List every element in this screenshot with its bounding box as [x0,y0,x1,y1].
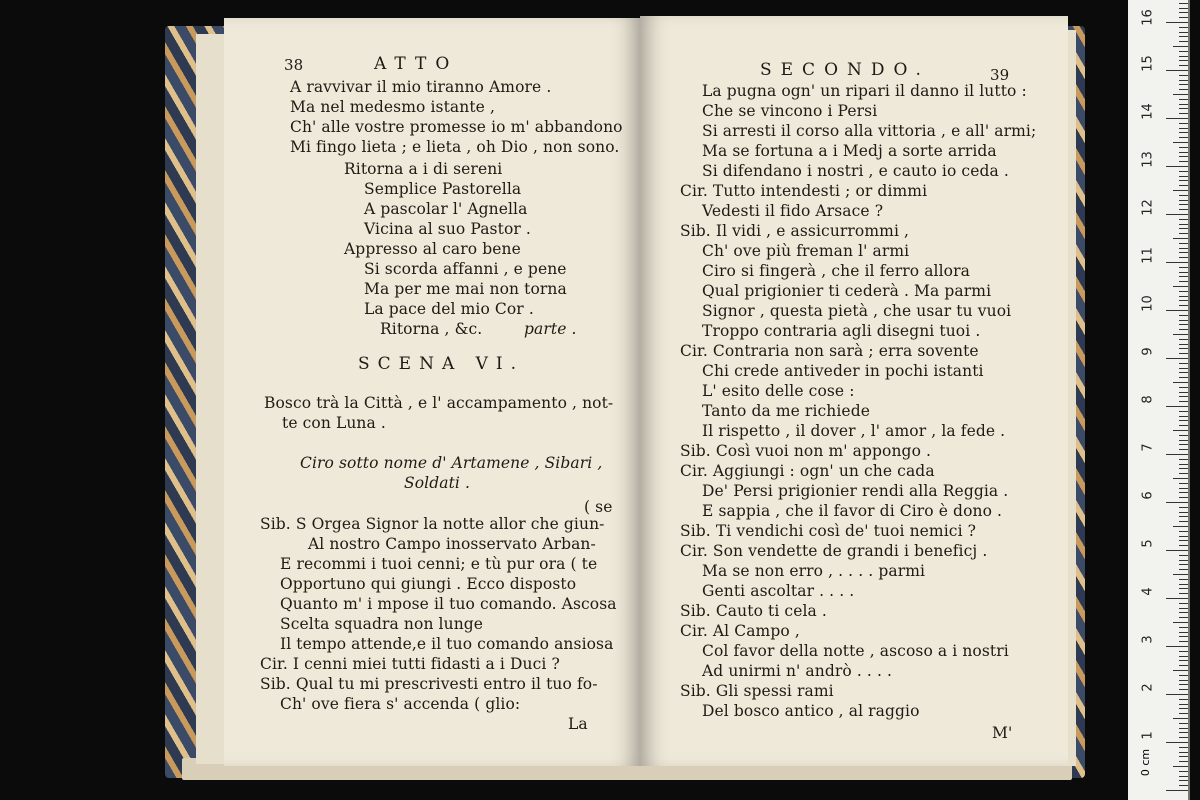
verse-line: Tanto da me richiede [702,402,870,420]
ruler-tick [1179,444,1188,445]
ruler-tick [1173,94,1188,95]
verse-line: Ritorna a i di sereni [344,160,503,178]
character-list: Soldati . [404,474,471,492]
ruler-tick [1179,425,1188,426]
ruler-tick [1179,257,1188,258]
ruler-tick [1179,152,1188,153]
ruler-tick [1179,27,1188,28]
ruler-number: 4 [1140,587,1156,596]
ruler-tick [1179,180,1188,181]
ruler-tick [1179,651,1188,652]
ruler-tick [1166,646,1188,647]
ruler-number: 1 [1140,731,1156,740]
verse-line: Ch' alle vostre promesse io m' abbandono [290,118,623,136]
dialogue-line: E recommi i tuoi cenni; e tù pur ora ( te [280,555,598,573]
ruler-tick [1179,545,1188,546]
ruler-tick [1179,89,1188,90]
ruler-tick [1166,406,1188,407]
ruler-tick [1179,147,1188,148]
character-list: Ciro sotto nome d' Artamene , Sibari , [300,454,603,472]
running-head: SECONDO. [760,60,930,80]
verse-line: Ma per me mai non torna [364,280,567,298]
ruler-unit: 0 cm [1139,748,1153,777]
ruler-tick [1179,41,1188,42]
ruler-tick [1179,411,1188,412]
ruler-number: 13 [1140,151,1156,168]
ruler-tick [1179,228,1188,229]
ruler-tick [1179,363,1188,364]
ruler-tick [1173,238,1188,239]
ruler-tick [1166,454,1188,455]
ruler-tick [1179,521,1188,522]
verse-line: Ma se fortuna a i Medj a sorte arrida [702,142,997,160]
ruler-tick [1179,248,1188,249]
ruler-tick [1173,670,1188,671]
dialogue-line: Il tempo attende,e il tuo comando ansiosa [280,635,614,653]
ruler-tick [1179,195,1188,196]
verse-line: Vicina al suo Pastor . [364,220,531,238]
ruler-tick [1166,310,1188,311]
ruler-tick [1179,656,1188,657]
ruler-tick [1179,756,1188,757]
ruler-tick [1179,185,1188,186]
ruler-tick [1166,70,1188,71]
ruler-tick [1179,560,1188,561]
ruler-tick [1179,56,1188,57]
ruler-tick [1179,300,1188,301]
ruler-tick [1173,430,1188,431]
ruler-tick [1179,401,1188,402]
stage-direction: Bosco trà la Città , e l' accampamento , not- [264,394,614,412]
measurement-ruler [1128,0,1190,800]
ruler-tick [1179,680,1188,681]
ruler-tick [1179,435,1188,436]
verse-line: Ma se non erro , . . . . parmi [702,562,926,580]
catchword: M' [992,724,1013,742]
left-page [224,18,640,766]
running-head: ATTO [374,54,459,74]
verse-line: Che se vincono i Persi [702,102,878,120]
ruler-tick [1179,488,1188,489]
ruler-tick [1179,51,1188,52]
ruler-tick [1173,382,1188,383]
ruler-tick [1166,262,1188,263]
verse-line: Ch' ove più freman l' armi [702,242,910,260]
ruler-tick [1179,704,1188,705]
ruler-tick [1179,440,1188,441]
ruler-tick [1179,104,1188,105]
ruler-tick [1179,84,1188,85]
ruler-tick [1179,516,1188,517]
ruler-tick [1179,732,1188,733]
ruler-tick [1179,372,1188,373]
verse-line: Cir. Al Campo , [680,622,800,640]
ruler-number: 7 [1140,443,1156,452]
verse-line: Chi crede antiveder in pochi istanti [702,362,984,380]
ruler-tick [1179,8,1188,9]
ruler-tick [1166,550,1188,551]
ruler-tick [1179,387,1188,388]
ruler-tick [1166,118,1188,119]
ruler-tick [1166,214,1188,215]
ruler-tick [1179,75,1188,76]
verse-line: Sib. Ti vendichi così de' tuoi nemici ? [680,522,977,540]
ruler-tick [1179,584,1188,585]
ruler-edge [1188,0,1190,800]
ruler-tick [1179,723,1188,724]
ruler-tick [1179,464,1188,465]
ruler-tick [1179,281,1188,282]
right-page [640,16,1068,766]
verse-line: Si arresti il corso alla vittoria , e all' armi; [702,122,1037,140]
ruler-tick [1179,3,1188,4]
ruler-tick [1166,742,1188,743]
ruler-tick [1179,483,1188,484]
verse-line: Qual prigionier ti cederà . Ma parmi [702,282,992,300]
ruler-tick [1179,684,1188,685]
ruler-tick [1179,305,1188,306]
verse-line: Signor , questa pietà , che usar tu vuoi [702,302,1012,320]
ruler-tick [1179,200,1188,201]
verse-line: Cir. Son vendette de grandi i beneficj . [680,542,988,560]
ruler-tick [1179,80,1188,81]
ruler-tick [1179,348,1188,349]
verse-line: Ma nel medesmo istante , [290,98,495,116]
ruler-tick [1166,502,1188,503]
ruler-tick [1179,392,1188,393]
ruler-tick [1179,459,1188,460]
verse-line: Troppo contraria agli disegni tuoi . [702,322,981,340]
ruler-number: 16 [1140,9,1156,26]
ruler-tick [1179,713,1188,714]
ruler-tick [1179,737,1188,738]
ruler-tick [1179,137,1188,138]
verse-line: L' esito delle cose : [702,382,855,400]
ruler-tick [1173,526,1188,527]
dialogue-line: Sib. S Orgea Signor la notte allor che giun- [260,515,605,533]
dialogue-line: Sib. Qual tu mi prescrivesti entro il tuo fo- [260,675,598,693]
ruler-tick [1179,416,1188,417]
ruler-tick [1179,660,1188,661]
ruler-tick [1179,17,1188,18]
ruler-tick [1179,540,1188,541]
ruler-tick [1179,65,1188,66]
ruler-tick [1166,22,1188,23]
verse-line: La pugna ogn' un ripari il danno il lutto : [702,82,1027,100]
ruler-tick [1179,512,1188,513]
dialogue-line: ( se [584,498,613,516]
ruler-tick [1179,243,1188,244]
ruler-tick [1173,766,1188,767]
page-number: 39 [990,66,1010,84]
ruler-tick [1179,728,1188,729]
ruler-tick [1179,588,1188,589]
ruler-tick [1179,689,1188,690]
ruler-number: 6 [1140,491,1156,500]
verse-line: Mi fingo lieta ; e lieta , oh Dio , non sono. [290,138,620,156]
ruler-tick [1179,219,1188,220]
verse-line: Ad unirmi n' andrò . . . . [702,662,893,680]
verse-line: Sib. Il vidi , e assicurrommi , [680,222,910,240]
ruler-tick [1179,536,1188,537]
ruler-tick [1179,368,1188,369]
ruler-number: 14 [1140,103,1156,120]
verse-line: Col favor della notte , ascoso a i nostri [702,642,1009,660]
ruler-tick [1166,694,1188,695]
ruler-tick [1179,708,1188,709]
ruler-tick [1179,752,1188,753]
dialogue-line: Scelta squadra non lunge [280,615,484,633]
ruler-tick [1179,176,1188,177]
dialogue-line: Ch' ove fiera s' accenda ( glio: [280,695,521,713]
verse-line: Appresso al caro bene [344,240,521,258]
ruler-tick [1179,579,1188,580]
ruler-tick [1179,12,1188,13]
ruler-tick [1166,166,1188,167]
ruler-tick [1179,267,1188,268]
ruler-tick [1179,785,1188,786]
ruler-tick [1179,99,1188,100]
ruler-tick [1166,598,1188,599]
ruler-tick [1173,190,1188,191]
ruler-tick [1179,272,1188,273]
ruler-tick [1173,478,1188,479]
ruler-tick [1179,329,1188,330]
ruler-tick [1179,507,1188,508]
verse-line: Ritorna , &c. [380,320,483,338]
ruler-tick [1179,204,1188,205]
verse-line: A pascolar l' Agnella [364,200,528,218]
ruler-tick [1179,291,1188,292]
ruler-number: 10 [1140,295,1156,312]
ruler-tick [1179,675,1188,676]
ruler-tick [1173,334,1188,335]
ruler-tick [1173,718,1188,719]
ruler-tick [1179,473,1188,474]
ruler-tick [1179,665,1188,666]
verse-line: La pace del mio Cor . [364,300,534,318]
verse-line: Cir. Aggiungi : ogn' un che cada [680,462,935,480]
ruler-tick [1179,531,1188,532]
ruler-number: 9 [1140,347,1156,356]
ruler-number: 3 [1140,635,1156,644]
ruler-tick [1179,252,1188,253]
verse-line: Genti ascoltar . . . . [702,582,855,600]
ruler-tick [1179,377,1188,378]
ruler-tick [1179,123,1188,124]
ruler-tick [1179,617,1188,618]
ruler-tick [1179,636,1188,637]
dialogue-line: Cir. I cenni miei tutti fidasti a i Duci ? [260,655,560,673]
ruler-tick [1179,113,1188,114]
ruler-tick [1179,353,1188,354]
verse-line: Vedesti il fido Arsace ? [702,202,884,220]
ruler-tick [1179,233,1188,234]
ruler-tick [1179,555,1188,556]
ruler-number: 12 [1140,199,1156,216]
ruler-tick [1179,32,1188,33]
verse-line: Il rispetto , il dover , l' amor , la fede . [702,422,1006,440]
ruler-tick [1179,608,1188,609]
ruler-tick [1179,315,1188,316]
ruler-tick [1179,132,1188,133]
dialogue-line: Opportuno qui giungi . Ecco disposto [280,575,577,593]
ruler-tick [1173,142,1188,143]
ruler-tick [1179,209,1188,210]
ruler-tick [1179,344,1188,345]
ruler-tick [1166,790,1188,791]
ruler-number: 11 [1140,247,1156,264]
ruler-tick [1179,627,1188,628]
ruler-tick [1179,36,1188,37]
ruler-tick [1173,574,1188,575]
ruler-tick [1179,569,1188,570]
ruler-tick [1166,358,1188,359]
ruler-tick [1179,593,1188,594]
page-number: 38 [284,56,304,74]
ruler-tick [1179,396,1188,397]
verse-line: E sappia , che il favor di Ciro è dono . [702,502,1003,520]
verse-line: De' Persi prigionier rendi alla Reggia . [702,482,1009,500]
verse-line: Semplice Pastorella [364,180,522,198]
stage-exit: parte . [524,320,577,338]
verse-line: Sib. Cauto ti cela . [680,602,827,620]
ruler-tick [1179,161,1188,162]
ruler-number: 8 [1140,395,1156,404]
scene-heading: SCENA VI. [358,354,525,374]
ruler-tick [1179,468,1188,469]
verse-line: Cir. Tutto intendesti ; or dimmi [680,182,928,200]
ruler-tick [1179,224,1188,225]
verse-line: Si difendano i nostri , e cauto io ceda . [702,162,1009,180]
ruler-tick [1173,46,1188,47]
ruler-tick [1179,276,1188,277]
ruler-number: 5 [1140,539,1156,548]
dialogue-line: Quanto m' i mpose il tuo comando. Ascosa [280,595,617,613]
ruler-tick [1179,320,1188,321]
ruler-tick [1179,497,1188,498]
ruler-tick [1179,492,1188,493]
verse-line: Sib. Gli spessi rami [680,682,834,700]
ruler-tick [1179,776,1188,777]
ruler-tick [1179,780,1188,781]
ruler-tick [1179,641,1188,642]
ruler-tick [1179,771,1188,772]
verse-line: Ciro si fingerà , che il ferro allora [702,262,970,280]
verse-line: Si scorda affanni , e pene [364,260,567,278]
ruler-tick [1179,171,1188,172]
ruler-tick [1179,108,1188,109]
ruler-tick [1179,324,1188,325]
dialogue-line: Al nostro Campo inosservato Arban- [308,535,596,553]
ruler-tick [1179,296,1188,297]
ruler-tick [1179,156,1188,157]
ruler-tick [1179,128,1188,129]
ruler-tick [1179,632,1188,633]
verse-line: A ravvivar il mio tiranno Amore . [290,78,552,96]
ruler-tick [1179,339,1188,340]
stage-direction: te con Luna . [282,414,386,432]
ruler-tick [1179,699,1188,700]
ruler-tick [1179,761,1188,762]
ruler-tick [1179,420,1188,421]
ruler-tick [1179,603,1188,604]
catchword: La [568,715,588,733]
ruler-tick [1179,60,1188,61]
ruler-tick [1179,612,1188,613]
ruler-number: 2 [1140,683,1156,692]
ruler-tick [1179,564,1188,565]
ruler-tick [1173,286,1188,287]
verse-line: Del bosco antico , al raggio [702,702,920,720]
ruler-tick [1179,747,1188,748]
verse-line: Cir. Contraria non sarà ; erra sovente [680,342,979,360]
ruler-tick [1179,449,1188,450]
ruler-tick [1173,622,1188,623]
verse-line: Sib. Così vuoi non m' appongo . [680,442,932,460]
ruler-number: 15 [1140,55,1156,72]
